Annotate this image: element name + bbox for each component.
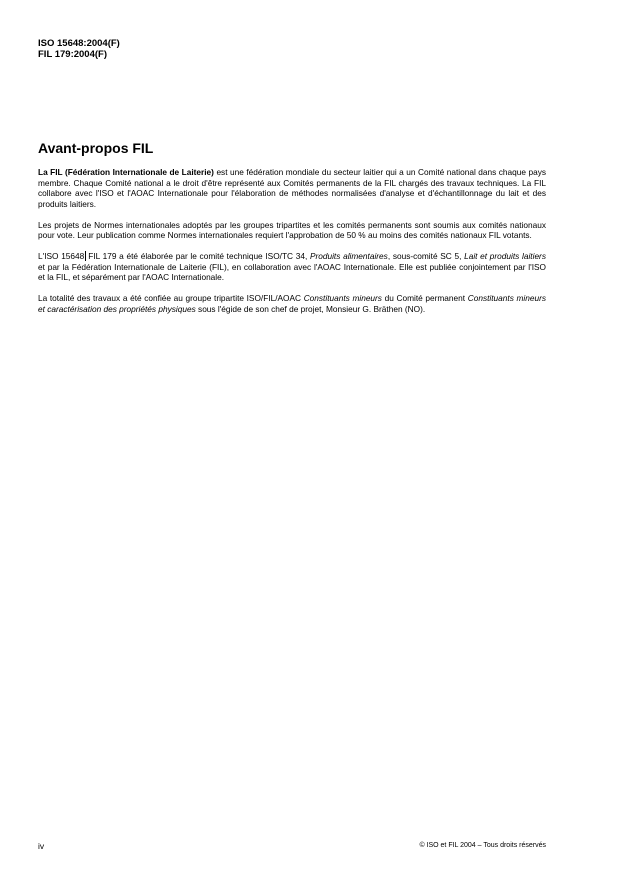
committee-name-italic: Produits alimentaires: [309, 251, 388, 261]
copyright-notice: © ISO et FIL 2004 – Tous droits réservés: [419, 842, 546, 849]
header-fil-number: FIL 179:2004(F): [38, 49, 107, 60]
paragraph-4: [38, 293, 546, 314]
page-number: iv: [38, 841, 45, 851]
standing-committee-italic: Constituants mineurs et caractérisation des propriétés physiques: [38, 293, 546, 314]
group-name-italic: Constituants mineurs: [303, 293, 382, 303]
paragraph-3-text-b: FIL 179 a été élaborée par le comité technique ISO/TC 34,: [88, 251, 310, 261]
subcommittee-name-italic: Lait et produits laitiers: [464, 251, 546, 261]
paragraph-3-text-f: et par la Fédération Internationale de Laiterie (FIL), en collaboration avec l'AOAC Internationale. Elle est publiée conjointement par l'ISO et la FIL, et séparément par l'AOAC Internationale.: [38, 261, 546, 282]
paragraph-1-text: est une fédération mondiale du secteur laitier qui a un Comité national dans chaque pays membre. Chaque Comité national a le droit d'être représenté aux Comités permanents de la FIL chargés des travaux techniques. La FIL collabore avec l'ISO et l'AOAC Internationale pour l'élaboration de méthodes normalisées d'analyse et d'échantillonnage du lait et des produits laitiers.: [38, 167, 546, 209]
paragraph-4-text-c: du Comité permanent: [381, 293, 468, 303]
separator-bar: [85, 251, 86, 261]
paragraph-2: Les projets de Normes internationales adoptés par les groupes tripartites et les comités permanents sont soumis aux comités nationaux pour vote. Leur publication comme Normes internationales requiert l'approbation de 50 % au moins des comités nationaux FIL votants.: [38, 219, 546, 240]
paragraph-4-text-a: La totalité des travaux a été confiée au groupe tripartite ISO/FIL/AOAC: [38, 293, 304, 303]
paragraph-1: [38, 167, 546, 209]
paragraph-3: [38, 251, 546, 283]
document-header: [38, 38, 120, 60]
fil-name-bold: La FIL (Fédération Internationale de Laiterie): [38, 167, 214, 177]
document-body: [38, 167, 546, 325]
header-iso-number: ISO 15648:2004(F): [38, 38, 120, 49]
section-title: Avant-propos FIL: [38, 140, 154, 156]
paragraph-4-text-e: sous l'égide de son chef de projet, Monsieur G. Bräthen (NO).: [195, 303, 426, 314]
iso-ref: L'ISO 15648: [38, 251, 85, 261]
paragraph-3-text-d: , sous-comité SC 5,: [387, 251, 465, 261]
